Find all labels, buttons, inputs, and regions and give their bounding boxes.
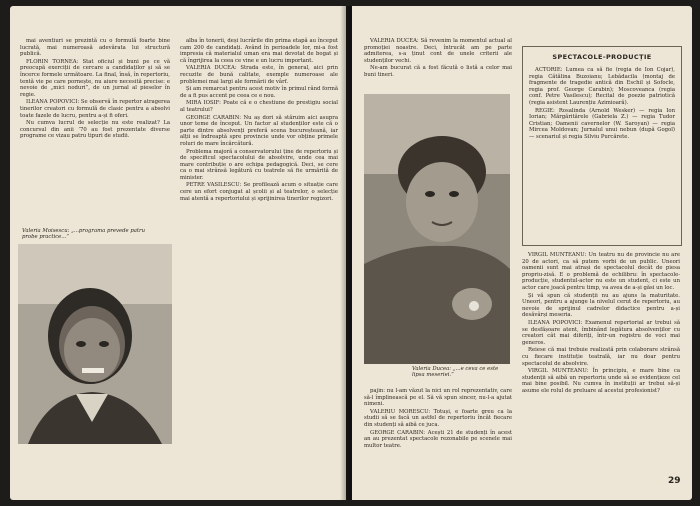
paragraph: REGIE: Rosalinda (Arnold Wesker) — regia Ion Iorian; Mărgăritărele (Gabriela Z.) — regia Tudor Cristian; Oamenii cavernelor (W. Saroyan) — regia Mircea Moldovan; Jurnalul unui nebun (după Gogol) — scenariul și regia Silviu Purcărete. (529, 107, 675, 140)
paragraph: Nu cumva lucrul de selecție nu este realizat? La concursul din anii ’70 au fost prezentate diverse programe ce vizau patru tipuri de studii. (20, 120, 170, 140)
paragraph: PETRE VASILESCU: Se profilează acum o situație care cere un efort conjugat al școlii și al teatrelor, o selecție mai atentă a repertoriului și sprijinirea tinerilor regizori. (180, 182, 338, 202)
paragraph: GEORGE CARABIN: Nu aș dori să stăruim aici asupra unor teme de început. Un factor al studenților este că o parte dintre absolvenți preferă scena bucureșteană, iar alții se îndreaptă spre provincie unde vor obține primele roluri de mare încărcătură. (180, 114, 338, 147)
paragraph: FLORIN TORNEA: Stat oficiul și buni pe ce vă preocupă exerciții de cercare a candidaților și să se încerce formele următoare. La final, însă, în repertoriu, tentă vie pe care pornește, nu aiure necesită precise: e nevoie de „mici noduri”, de un jurnal al pieselor în regie. (20, 58, 170, 98)
paragraph: ILEANA POPOVICI: Se observă în repertor atragerea tinerilor creatori cu formulă de clasic pentru a absolvi toate fazele de lucru, pentru a-și fi oferi. (20, 99, 170, 119)
paragraph: alba în tonerii, deși lucrările din prima etapă au început cam 200 de candidați. Având în perioadele lor, mi-a fost impresia că materialul uman era mai devotat de bogat și că îngrijirea la ceea ce vine e un lucru important. (180, 38, 338, 64)
photo-caption-moisescu: Valeria Moisescu: „...programa prevede patru probe practice...” (22, 228, 145, 241)
box-title: SPECTACOLE-PRODUCȚIE (552, 53, 652, 61)
right-column-1-bottom (364, 388, 512, 492)
right-column-1-top (364, 38, 512, 90)
box-body (529, 67, 675, 142)
photo-man-portrait (18, 244, 172, 444)
paragraph: ILEANA POPOVICI: Examenul repertorial ar trebui să se desfășoare atent, îmbinând legătura absolvenților cu creatori cât mai diferiți, într-un registru de voci mai generos. (522, 319, 680, 346)
left-page (10, 6, 346, 500)
paragraph: VIRGIL MUNTEANU: Un teatru nu de provincie nu are 20 de actori, ca să putem vorbi de un public. Uneori oamenii sunt mai atrași de spectacolul decât de piesa propriu-zisă. E o problemă de echilibru: în spectacole-producție, studentul-actor nu este un student, ci este un actor care joacă pentru timp, va avea de a-și găsi un loc. (522, 252, 680, 291)
photo-caption-ducea: Valeria Ducea: „...e ceva ce este lipsa meseriei.” (412, 366, 499, 379)
paragraph: pajin: nu l-am văzut la nici un rol reprezentativ, care să-l împlinească pe el. Să vă spun sincer, nu-l-a ajutat nimeni. (364, 388, 512, 408)
paragraph: Și am remarcat pentru acest motiv în primul rând formă de a fi pus accent pe ceea ce e nou. (180, 86, 338, 99)
productions-box (522, 46, 682, 246)
left-column-1-top (20, 38, 170, 236)
left-column-2 (180, 38, 338, 458)
paragraph: Ne-am bucurat că a fost făcută o listă a celor mai buni tineri. (364, 65, 512, 78)
paragraph: ACTORIE: Lumea ca să fie (regia de Ion Cojar), regia Cătălina Buzoianu; Lebădacila (montaj de fragmente de tragedie antică din Eschil și Sofocle, regia prof. George Carabin); Moscoveanca (regia conf. Petre Vasilescu); Recital de poezie patriotică (regia asistent Laurențiu Azimioară). (529, 67, 675, 106)
paragraph: VALERIU MORESCU: Totuși, e foarte greu ca la studii să se facă un astfel de repertoriu încât fiecare din studenți să aibă ce juca. (364, 408, 512, 428)
page-number: 29 (668, 476, 681, 486)
paragraph: GEORGE CARABIN: Acești 21 de studenți în acest an au prezentat spectacole rezonabile pe scenele mai multor teatre. (364, 429, 512, 449)
paragraph: mai aventiuri se prezintă cu o formulă foarte bine lucrată, mai numeroasă adevărata lui structură publică. (20, 38, 170, 58)
paragraph: Reiese că mai trebuie realizată prin colaborare strânsă cu fiecare instituție teatrală, iar nu doar pentru spectacolul de absolvire. (522, 347, 680, 367)
paragraph: Și vă spun că studenții nu au ajuns la maturitate. Uneori, pentru a ajunge la nivelul cerut de repertoriu, au nevoie de sprijinul cadrelor didactice pentru a-și desăvârși meseria. (522, 292, 680, 319)
paragraph: VALERIA DUCEA: Să revenim la momentul actual al promoției noastre. Deci, întrucât am pe parte admiterea, s-a ținut cont de unele criterii ale studenților vechi. (364, 38, 512, 64)
paragraph: Problema majoră a conservatorului ține de repertoriu și de specificul spectacolului de absolvire, unde cea mai mare contribuție o are echipa pedagogică. Deci, se cere ca o mai strânsă legătură cu teatrele să fie urmărită de minister. (180, 148, 338, 181)
right-column-2 (522, 252, 680, 484)
right-page (352, 6, 692, 500)
paragraph: VALERIA DUCEA: Strada este, în general, aici prin recuzite de bună calitate, exemple numeroase ale problemei mai largi ale formării de vârf. (180, 65, 338, 85)
photo-woman-portrait (364, 94, 510, 364)
paragraph: MIRA IOSIF: Poate că e o chestiune de prestigiu social al teatrului? (180, 100, 338, 113)
paragraph: VIRGIL MUNTEANU: În principiu, e mare bine ca studenții să aibă un repertoriu unde să se evidențieze cel mai bine posibil. Nu cumva în instituții ar trebui să-și asume ele rolul de preluare al acestui profesionist? (522, 368, 680, 394)
